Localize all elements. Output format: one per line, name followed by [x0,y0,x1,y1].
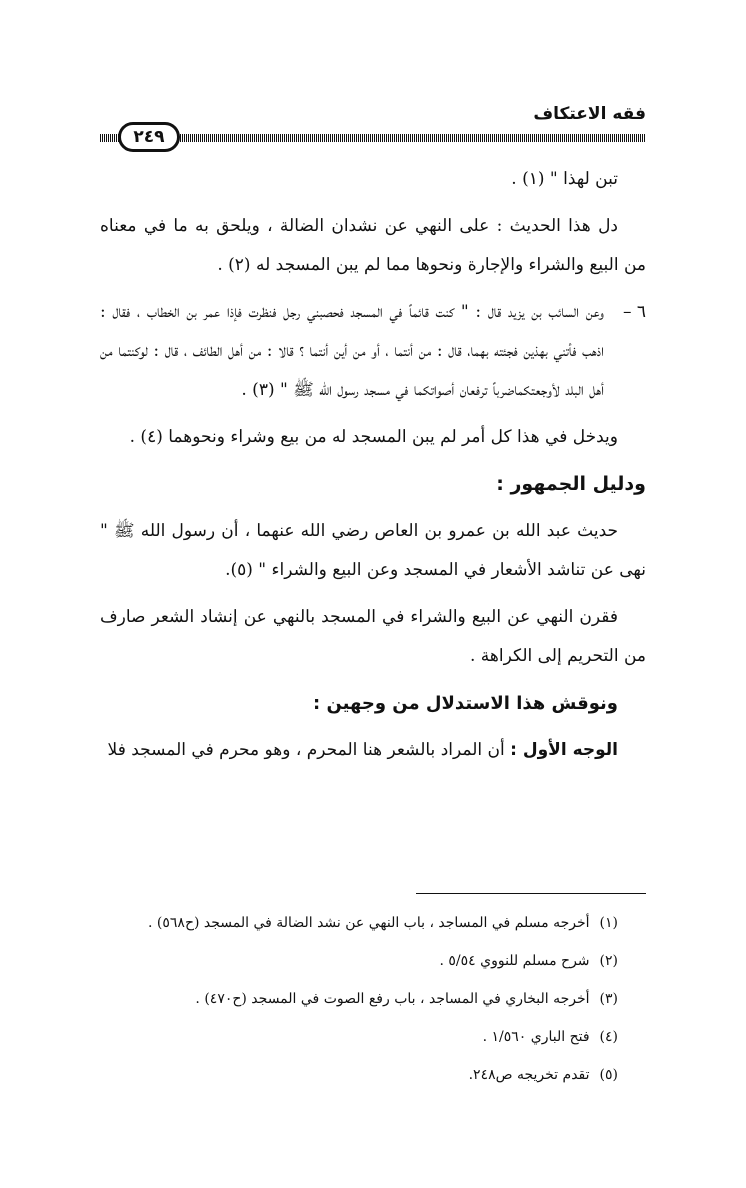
footnote-number: (١) [599,915,618,931]
footnote-number: (٤) [599,1029,618,1045]
running-title: فقه الاعتكاف [533,104,646,124]
page-number-badge: ٢٤٩ [118,122,180,152]
footnotes [100,904,646,1094]
paragraph-hadith-abdullah: حديث عبد الله بن عمرو بن العاص رضي الله عنهما ، أن رسول الله ﷺ " نهى عن تناشد الأشعار في المسجد وعن البيع والشراء " (٥). [100,521,646,580]
list-item-6 [100,293,646,410]
footnote-text: فتح الباري ١/٥٦٠ . [482,1029,590,1045]
paragraph-first-aspect [100,731,646,770]
section-heading: ودليل الجمهور : [496,473,646,495]
footnote-separator [416,893,646,894]
paragraph-conclusion: فقرن النهي عن البيع والشراء في المسجد بالنهي عن إنشاد الشعر صارف من التحريم إلى الكراهة . [100,607,646,666]
list-item-number: ٦ – [622,302,646,322]
paragraph-hadith-inference: دل هذا الحديث : على النهي عن نشدان الضالة ، ويلحق به ما في معناه من البيع والشراء والإجارة ونحوها مما لم يبن المسجد له (٢) . [100,216,646,275]
subsection-heading: ونوقش هذا الاستدلال من وجهين : [312,693,618,714]
footnote [100,1056,646,1094]
footnote-number: (٣) [599,991,618,1007]
header-rule [100,134,646,142]
footnote-number: (٥) [599,1067,618,1083]
paragraph-includes: ويدخل في هذا كل أمر لم يبن المسجد له من بيع وشراء ونحوهما (٤) . [129,427,618,447]
list-item-text: وعن السائب بن يزيد قال : " كنت قائماً في المسجد فحصبني رجل فنظرت فإذا عمر بن الخطاب ، فقال : اذهب فأتني بهذين فجئته بهما، قال : من أنتما ، أو من أين أنتما ؟ قالا : من أهل الطائف ، قال : لوكنتما من أهل البلد لأوجعتكماضرباً ترفعان أصواتكما في مسجد رسول الله ﷺ " (٣) . [100,302,604,400]
footnote [100,942,646,980]
footnote [100,980,646,1018]
main-text [100,160,646,778]
footnote-text: تقدم تخريجه ص٢٤٨. [468,1067,590,1083]
paragraph-continuation: تبن لهذا " (١) . [511,169,618,189]
first-aspect-label: الوجه الأول : [510,740,618,760]
footnote-text: أخرجه مسلم في المساجد ، باب النهي عن نشد الضالة في المسجد (ح٥٦٨) . [148,915,590,931]
first-aspect-text: أن المراد بالشعر هنا المحرم ، وهو محرم في المسجد فلا [107,740,505,760]
footnote [100,904,646,942]
footnote-text: شرح مسلم للنووي ٥/٥٤ . [439,953,590,969]
footnote [100,1018,646,1056]
footnote-text: أخرجه البخاري في المساجد ، باب رفع الصوت في المسجد (ح٤٧٠) . [195,991,590,1007]
footnote-number: (٢) [599,953,618,969]
